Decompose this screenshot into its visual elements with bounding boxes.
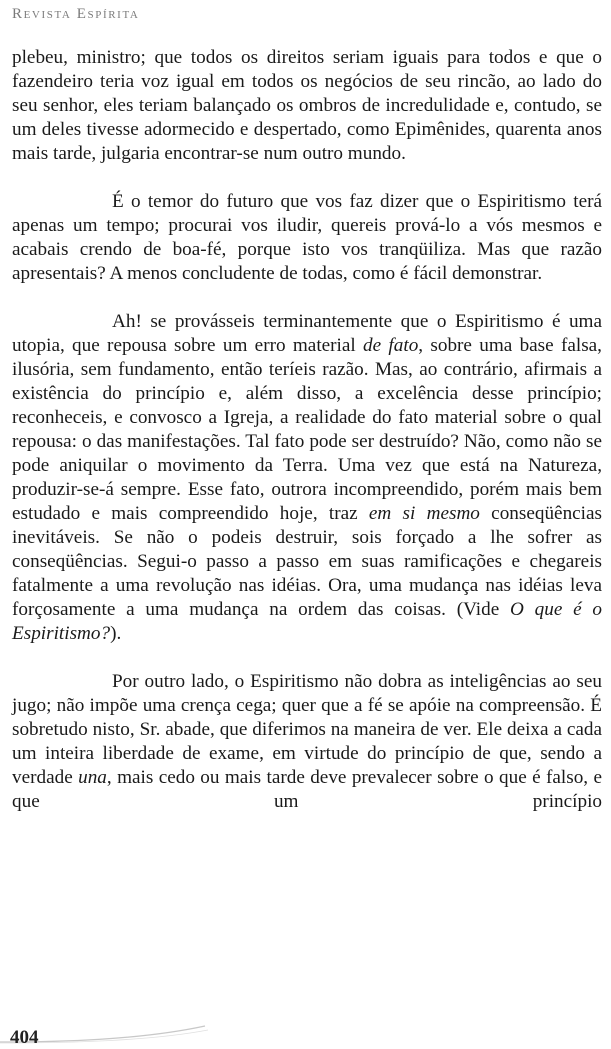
paragraph-text: É o temor do futuro que vos faz dizer que o Espiritismo terá apenas um tempo; procurai vos iludir, quereis prová-lo a vós mesmos e acabais crendo de boa-fé, porque isto vos tranqüiliza. Mas que razão apresentais? A menos concludente de todas, como é fácil demonstrar. [12, 191, 602, 284]
paragraph-text: conseqüências inevitáveis. Se não o podeis destruir, sois forçado a lhe sofrer as conseqüências. Segui-o passo a passo em suas ramificações e chegareis fatalmente a uma revolução nas idéias. Ora, uma mudança nas idéias leva forçosamente a uma mudança na ordem das coisas. (Vide [12, 503, 602, 620]
paragraph-text: , sobre uma base falsa, ilusória, sem fundamento, então teríeis razão. Mas, ao contrário, afirmais a existência do princípio e, além disso, a excelência desse princípio; reconheceis, e convosco a Igreja, a realidade do fato material sobre o qual repousa: o das manifestações. Tal fato pode ser destruído? Não, como não se pode aniquilar o movimento da Terra. Uma vez que está na Natureza, produzir-se-á sempre. Esse fato, outrora incompreendido, porém mais bem estudado e mais compreendido hoje, traz [12, 335, 602, 524]
paragraph-text: ). [110, 623, 122, 644]
paragraph-4 [12, 670, 602, 814]
paragraph-2 [12, 190, 602, 286]
paragraph-text: Por outro lado, o Espiritismo não dobra as inteligências ao seu jugo; não impõe uma crença cega; quer que a fé se apóie na compreensão. É sobretudo nisto, Sr. abade, que diferimos na maneira de ver. Ele deixa a cada um inteira liberdade de exame, em virtude do princípio de que, sendo a verdade [12, 671, 602, 788]
italic-phrase: de fato [363, 335, 419, 356]
italic-phrase: em si mesmo [368, 503, 480, 524]
book-title-reference: O que é o Espiritismo? [12, 599, 602, 644]
paragraph-text: Ah! se provásseis terminantemente que o Espiritismo é uma utopia, que repousa sobre um erro material [12, 311, 602, 356]
running-header: Revista Espírita [12, 6, 140, 22]
text-body [12, 46, 602, 838]
paragraph-text: plebeu, ministro; que todos os direitos seriam iguais para todos e que o fazendeiro teria voz igual em todos os negócios de seu rincão, ao lado do seu senhor, eles teriam balançado os ombros de incredulidade e, contudo, se um deles tivesse adormecido e despertado, como Epimênides, quarenta anos mais tarde, julgaria encontrar-se num outro mundo. [12, 47, 602, 164]
paragraph-1 [12, 46, 602, 166]
paragraph-text: , mais cedo ou mais tarde deve prevalecer sobre o que é falso, e que um princípio [12, 767, 602, 812]
page-number: 404 [10, 1027, 39, 1048]
italic-phrase: una [78, 767, 107, 788]
paragraph-3 [12, 310, 602, 646]
